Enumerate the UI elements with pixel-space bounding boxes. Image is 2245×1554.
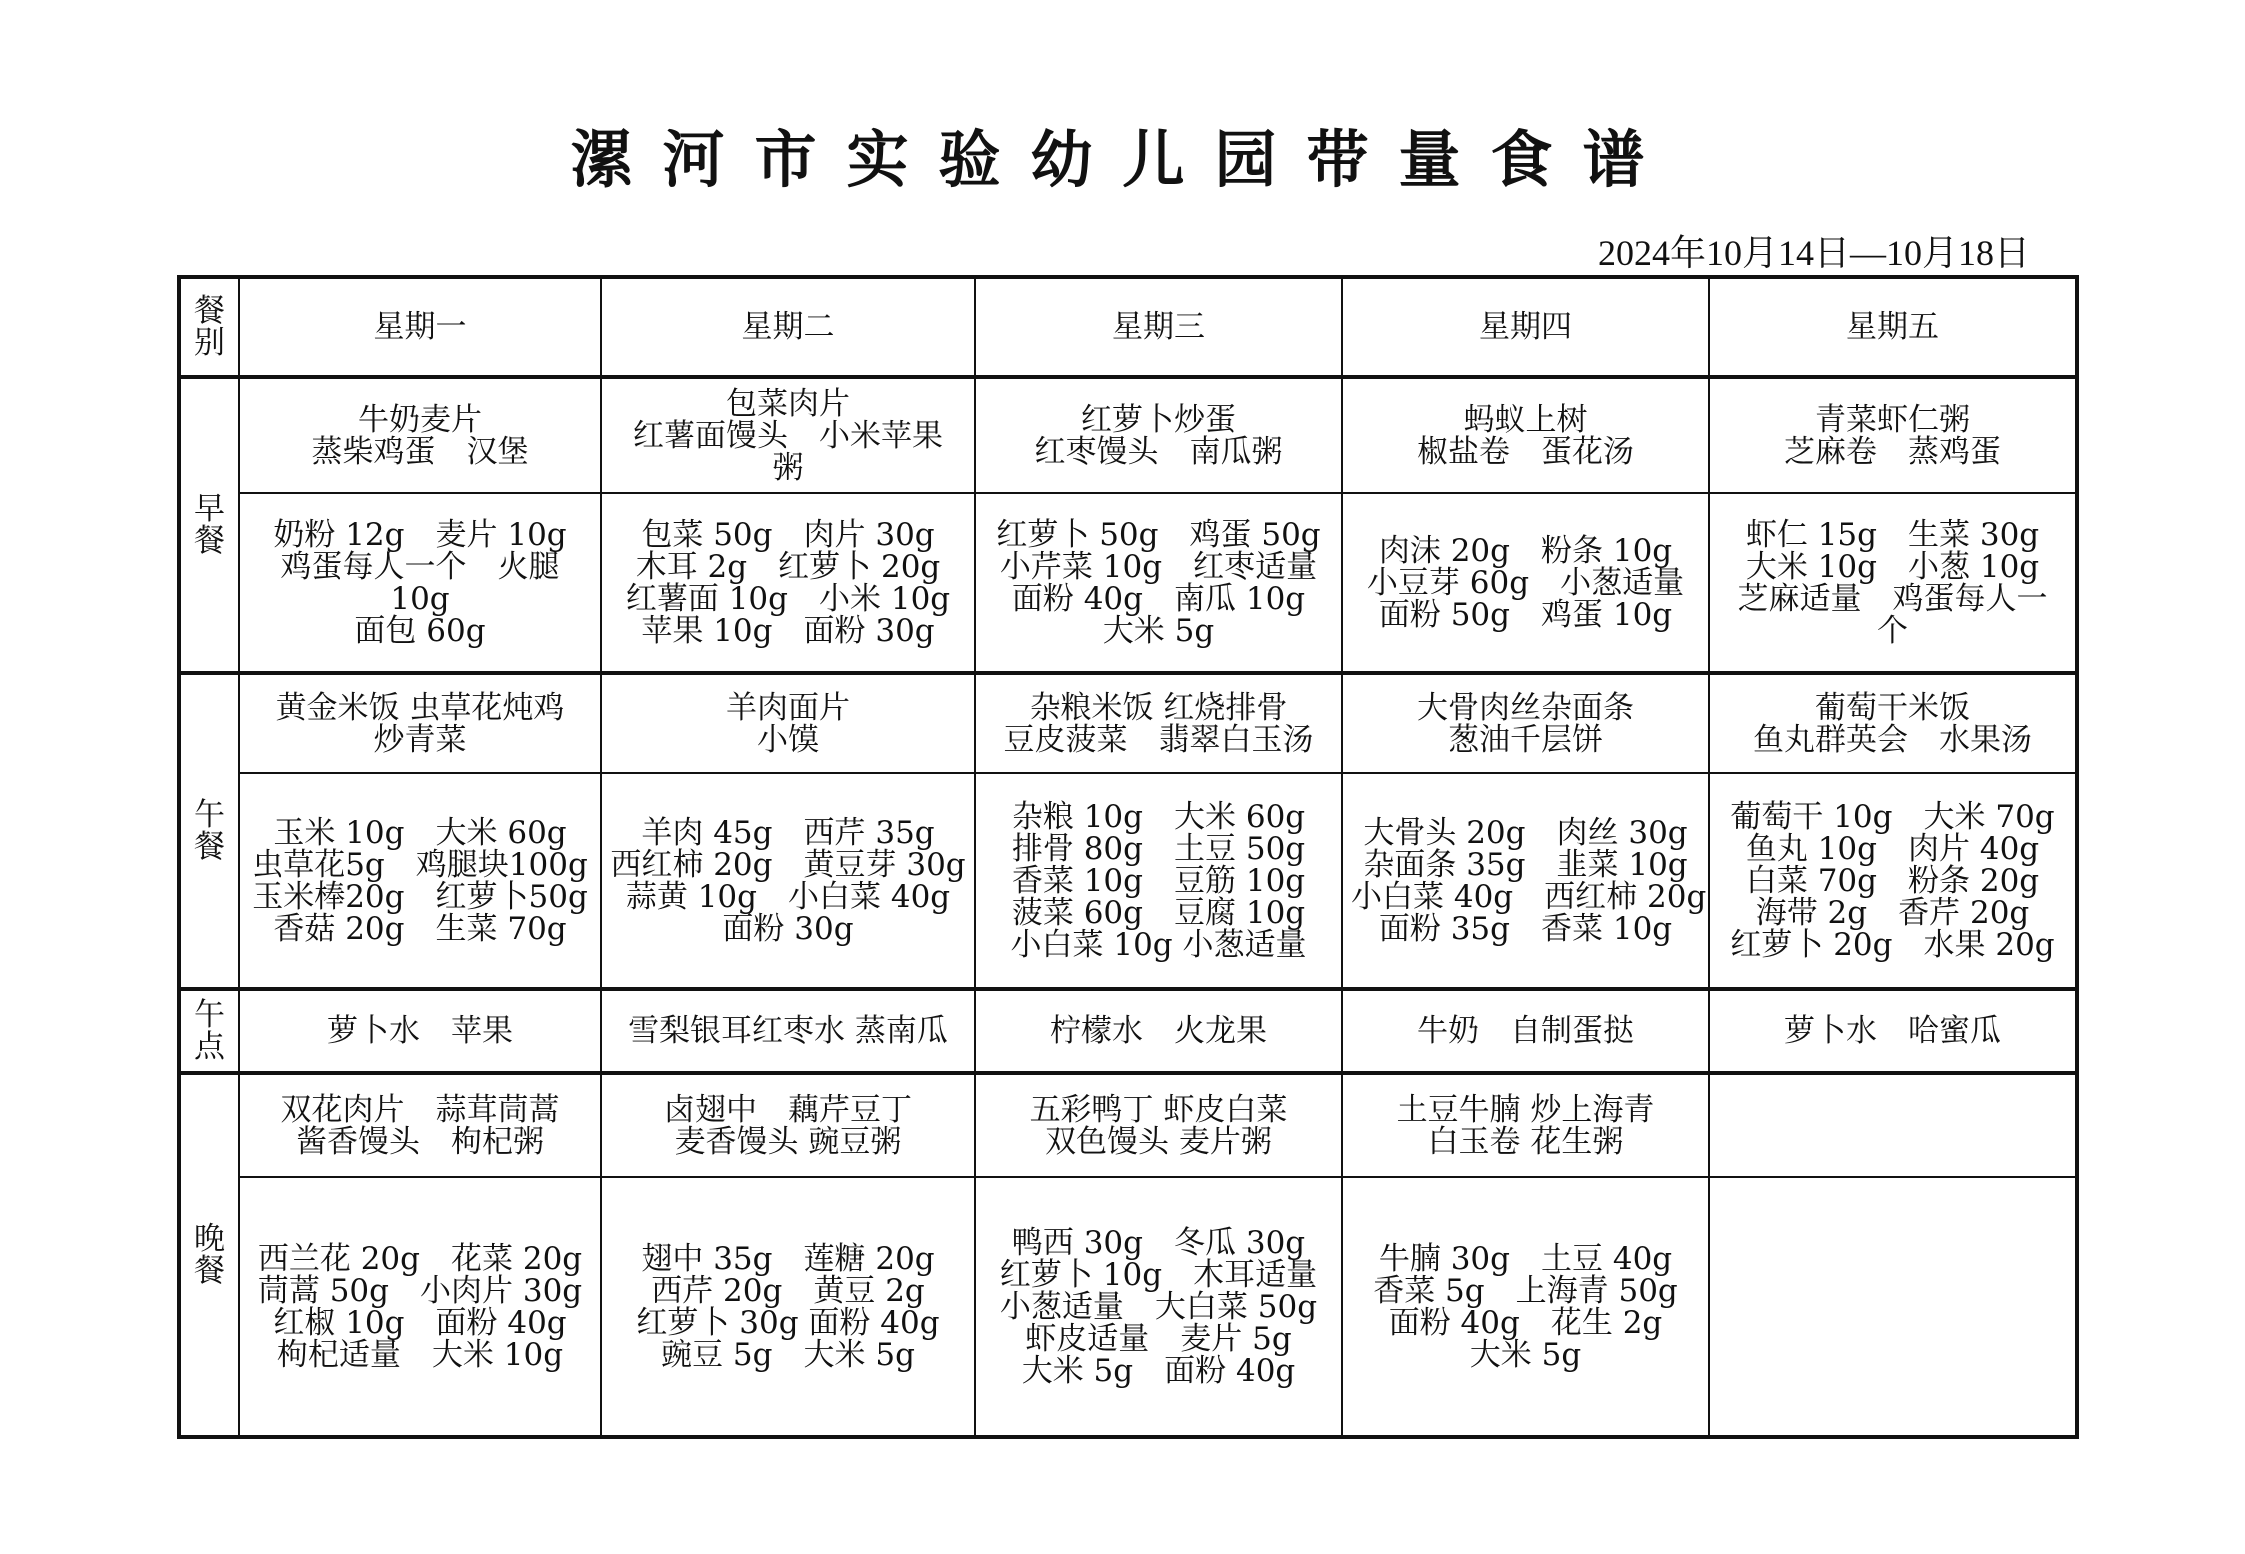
breakfast-label: 早 餐: [179, 377, 239, 673]
dish-cell: 黄金米饭 虫草花炖鸡 炒青菜: [239, 673, 601, 773]
ingredients-cell: 肉沫 20g 粉条 10g 小豆芽 60g 小葱适量 面粉 50g 鸡蛋 10g: [1342, 493, 1709, 673]
snack-cell: 柠檬水 火龙果: [975, 989, 1342, 1073]
lunch-dishes-row: [179, 673, 2077, 773]
header-row: [179, 277, 2077, 377]
snack-cell: 萝卜水 苹果: [239, 989, 601, 1073]
lunch-label: 午 餐: [179, 673, 239, 989]
lunch-ingredients-row: [179, 773, 2077, 989]
dish-cell: 蚂蚁上树 椒盐卷 蛋花汤: [1342, 377, 1709, 493]
dish-cell: 大骨肉丝杂面条 葱油千层饼: [1342, 673, 1709, 773]
ingredients-cell: 鸭西 30g 冬瓜 30g 红萝卜 10g 木耳适量 小葱适量 大白菜 50g 虾皮适量 麦片 5g 大米 5g 面粉 40g: [975, 1177, 1342, 1437]
dish-cell: 包菜肉片 红薯面馒头 小米苹果 粥: [601, 377, 975, 493]
ingredients-cell: 翅中 35g 莲糖 20g 西芹 20g 黄豆 2g 红萝卜 30g 面粉 40g 豌豆 5g 大米 5g: [601, 1177, 975, 1437]
dinner-dishes-row: [179, 1073, 2077, 1177]
ingredients-cell: 玉米 10g 大米 60g 虫草花5g 鸡腿块100g 玉米棒20g 红萝卜50g 香菇 20g 生菜 70g: [239, 773, 601, 989]
snack-row: [179, 989, 2077, 1073]
ingredients-cell: 红萝卜 50g 鸡蛋 50g 小芹菜 10g 红枣适量 面粉 40g 南瓜 10g 大米 5g: [975, 493, 1342, 673]
breakfast-dishes-row: [179, 377, 2077, 493]
ingredients-cell: 羊肉 45g 西芹 35g 西红柿 20g 黄豆芽 30g 蒜黄 10g 小白菜 40g 面粉 30g: [601, 773, 975, 989]
breakfast-ingredients-row: [179, 493, 2077, 673]
dish-cell: 杂粮米饭 红烧排骨 豆皮菠菜 翡翠白玉汤: [975, 673, 1342, 773]
ingredients-cell: 牛腩 30g 土豆 40g 香菜 5g 上海青 50g 面粉 40g 花生 2g 大米 5g: [1342, 1177, 1709, 1437]
dish-cell: 土豆牛腩 炒上海青 白玉卷 花生粥: [1342, 1073, 1709, 1177]
dish-cell: 双花肉片 蒜茸茼蒿 酱香馒头 枸杞粥: [239, 1073, 601, 1177]
page-title: 漯河市实验幼儿园带量食谱: [570, 123, 1675, 196]
ingredients-cell: 包菜 50g 肉片 30g 木耳 2g 红萝卜 20g 红薯面 10g 小米 10g 苹果 10g 面粉 30g: [601, 493, 975, 673]
dish-cell: 卤翅中 藕芹豆丁 麦香馒头 豌豆粥: [601, 1073, 975, 1177]
date-range: 2024年10月14日—10月18日: [1597, 233, 2030, 273]
snack-cell: 萝卜水 哈蜜瓜: [1709, 989, 2077, 1073]
dinner-ingredients-row: [179, 1177, 2077, 1437]
dish-cell: 牛奶麦片 蒸柴鸡蛋 汉堡: [239, 377, 601, 493]
day-header: 星期五: [1709, 277, 2077, 377]
snack-cell: 雪梨银耳红枣水 蒸南瓜: [601, 989, 975, 1073]
ingredients-cell: 杂粮 10g 大米 60g 排骨 80g 土豆 50g 香菜 10g 豆筋 10g 菠菜 60g 豆腐 10g 小白菜 10g 小葱适量: [975, 773, 1342, 989]
dish-cell: 五彩鸭丁 虾皮白菜 双色馒头 麦片粥: [975, 1073, 1342, 1177]
dish-cell: 青菜虾仁粥 芝麻卷 蒸鸡蛋: [1709, 377, 2077, 493]
snack-label: 午 点: [179, 989, 239, 1073]
ingredients-cell: 大骨头 20g 肉丝 30g 杂面条 35g 韭菜 10g 小白菜 40g 西红柿 20g 面粉 35g 香菜 10g: [1342, 773, 1709, 989]
day-header: 星期二: [601, 277, 975, 377]
day-header: 星期一: [239, 277, 601, 377]
snack-cell: 牛奶 自制蛋挞: [1342, 989, 1709, 1073]
meal-column-header: 餐 别: [179, 277, 239, 377]
ingredients-cell: [1709, 1177, 2077, 1437]
dish-cell: 羊肉面片 小馍: [601, 673, 975, 773]
day-header: 星期四: [1342, 277, 1709, 377]
ingredients-cell: 奶粉 12g 麦片 10g 鸡蛋每人一个 火腿 10g 面包 60g: [239, 493, 601, 673]
ingredients-cell: 虾仁 15g 生菜 30g 大米 10g 小葱 10g 芝麻适量 鸡蛋每人一 个: [1709, 493, 2077, 673]
dish-cell: [1709, 1073, 2077, 1177]
dish-cell: 葡萄干米饭 鱼丸群英会 水果汤: [1709, 673, 2077, 773]
ingredients-cell: 葡萄干 10g 大米 70g 鱼丸 10g 肉片 40g 白菜 70g 粉条 20g 海带 2g 香芹 20g 红萝卜 20g 水果 20g: [1709, 773, 2077, 989]
dinner-label: 晚 餐: [179, 1073, 239, 1437]
dish-cell: 红萝卜炒蛋 红枣馒头 南瓜粥: [975, 377, 1342, 493]
ingredients-cell: 西兰花 20g 花菜 20g 茼蒿 50g 小肉片 30g 红椒 10g 面粉 40g 枸杞适量 大米 10g: [239, 1177, 601, 1437]
day-header: 星期三: [975, 277, 1342, 377]
menu-table: [177, 275, 2079, 1439]
